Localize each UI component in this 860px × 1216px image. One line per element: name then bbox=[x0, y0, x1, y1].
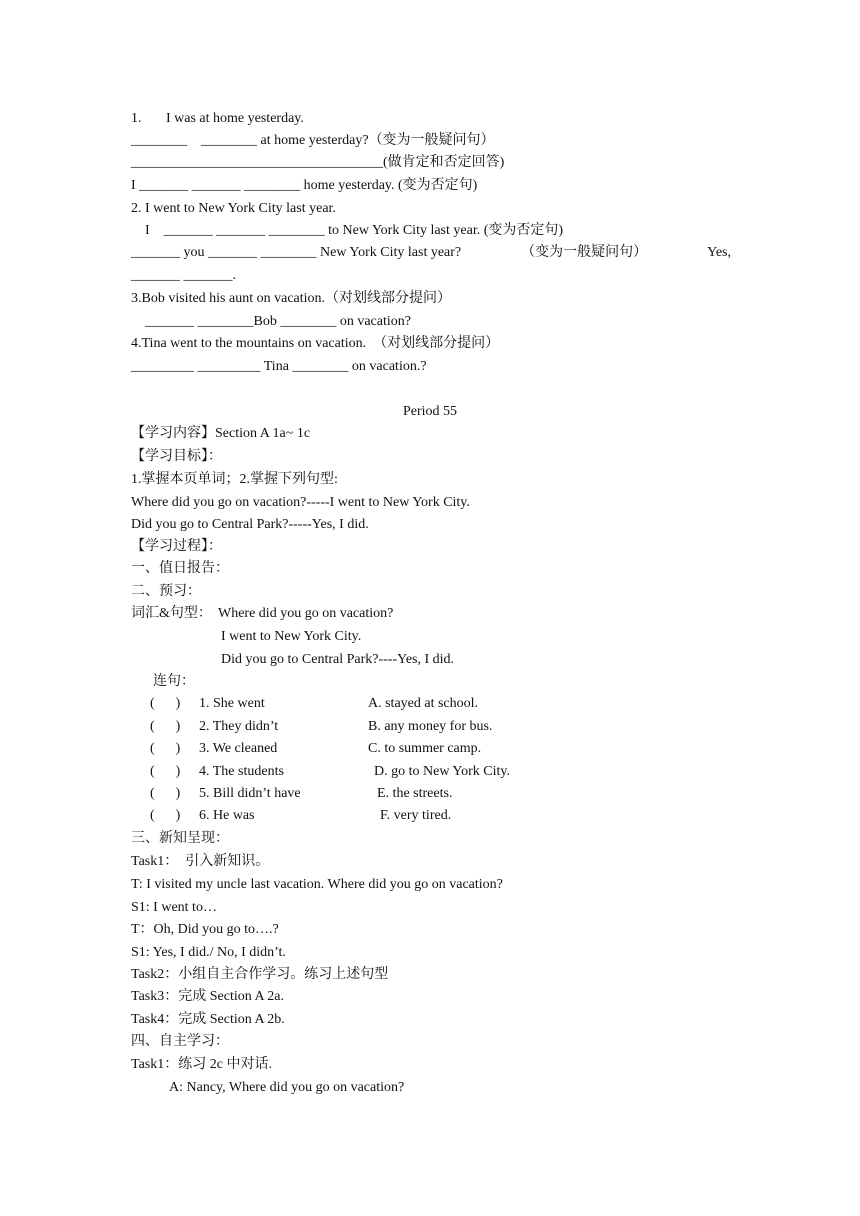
study-content: 【学习内容】Section A 1a~ 1c bbox=[131, 426, 311, 441]
match-right-5: E. the streets. bbox=[377, 786, 453, 801]
match-left-6: 6. He was bbox=[199, 808, 255, 823]
task1-practice: Task1：练习 2c 中对话. bbox=[131, 1057, 272, 1072]
goal-3: Did you go to Central Park?-----Yes, I did. bbox=[131, 517, 369, 532]
match-paren-3[interactable]: ( ) bbox=[150, 741, 181, 756]
vocab-sentence-1: Where did you go on vacation? bbox=[218, 606, 394, 621]
match-title: 连句： bbox=[153, 674, 195, 689]
q4-line1: _________ _________ Tina ________ on vacation.? bbox=[131, 359, 427, 374]
dialog-teacher-2: T：Oh, Did you go to….? bbox=[131, 922, 279, 937]
q1-line2: ____________________________________(做肯定和否定回答) bbox=[131, 155, 505, 170]
dialog-student-2: S1: Yes, I did./ No, I didn’t. bbox=[131, 945, 286, 960]
q3-title: 3.Bob visited his aunt on vacation.（对划线部分提问） bbox=[131, 291, 452, 306]
q2-title: 2. I went to New York City last year. bbox=[131, 201, 336, 216]
match-left-1: 1. She went bbox=[199, 696, 265, 711]
q2-line1: I _______ _______ ________ to New York City last year. (变为否定句) bbox=[131, 223, 564, 238]
match-left-2: 2. They didn’t bbox=[199, 719, 279, 734]
q1-line3: I _______ _______ ________ home yesterday. (变为否定句) bbox=[131, 178, 478, 193]
q1-line1: ________ ________ at home yesterday?（变为一般疑问句） bbox=[131, 133, 495, 148]
dialog-student-1: S1: I went to… bbox=[131, 900, 217, 915]
match-right-3: C. to summer camp. bbox=[368, 741, 482, 756]
process-header: 【学习过程】： bbox=[131, 539, 222, 554]
dialog-a-line: A: Nancy, Where did you go on vacation? bbox=[169, 1080, 405, 1095]
task4: Task4：完成 Section A 2b. bbox=[131, 1012, 285, 1027]
task2: Task2：小组自主合作学习。练习上述句型 bbox=[131, 967, 389, 982]
vocab-sentence-2: I went to New York City. bbox=[221, 629, 362, 644]
match-paren-5[interactable]: ( ) bbox=[150, 786, 181, 801]
goal-header: 【学习目标】： bbox=[131, 449, 222, 464]
task3: Task3：完成 Section A 2a. bbox=[131, 989, 285, 1004]
task1-intro: Task1： 引入新知识。 bbox=[131, 854, 270, 869]
match-left-5: 5. Bill didn’t have bbox=[199, 786, 301, 801]
q4-title: 4.Tina went to the mountains on vacation. （对划线部分提问） bbox=[131, 336, 500, 351]
match-paren-6[interactable]: ( ) bbox=[150, 808, 181, 823]
section-self-study: 四、自主学习： bbox=[131, 1034, 229, 1049]
match-paren-1[interactable]: ( ) bbox=[150, 696, 181, 711]
period-title: Period 55 bbox=[402, 404, 458, 419]
match-paren-4[interactable]: ( ) bbox=[150, 764, 181, 779]
q2-line2-question: _______ you _______ ________ New York City last year? bbox=[131, 245, 462, 260]
q2-line2 bbox=[131, 244, 731, 262]
vocab-label: 词汇&句型： bbox=[131, 606, 212, 621]
match-right-2: B. any money for bus. bbox=[368, 719, 493, 734]
q1-title: 1. I was at home yesterday. bbox=[131, 111, 304, 126]
match-paren-2[interactable]: ( ) bbox=[150, 719, 181, 734]
section-preview: 二、预习： bbox=[131, 584, 201, 599]
dialog-teacher-1: T: I visited my uncle last vacation. Where did you go on vacation? bbox=[131, 877, 503, 892]
section-new-knowledge: 三、新知呈现： bbox=[131, 831, 229, 846]
q2-line2-hint: （变为一般疑问句） bbox=[521, 245, 648, 260]
goal-2: Where did you go on vacation?-----I went to New York City. bbox=[131, 495, 470, 510]
q2-line2-yes: Yes, bbox=[707, 245, 731, 260]
match-right-6: F. very tired. bbox=[380, 808, 452, 823]
match-left-3: 3. We cleaned bbox=[199, 741, 278, 756]
vocab-sentence-3: Did you go to Central Park?----Yes, I did. bbox=[221, 652, 455, 667]
match-left-4: 4. The students bbox=[199, 764, 284, 779]
match-right-1: A. stayed at school. bbox=[368, 696, 479, 711]
match-right-4: D. go to New York City. bbox=[374, 764, 510, 779]
goal-1: 1.掌握本页单词；2.掌握下列句型: bbox=[131, 472, 338, 487]
section-duty-report: 一、值日报告： bbox=[131, 561, 229, 576]
q2-line3: _______ _______. bbox=[131, 268, 236, 283]
q3-line1: _______ ________Bob ________ on vacation? bbox=[131, 314, 411, 329]
